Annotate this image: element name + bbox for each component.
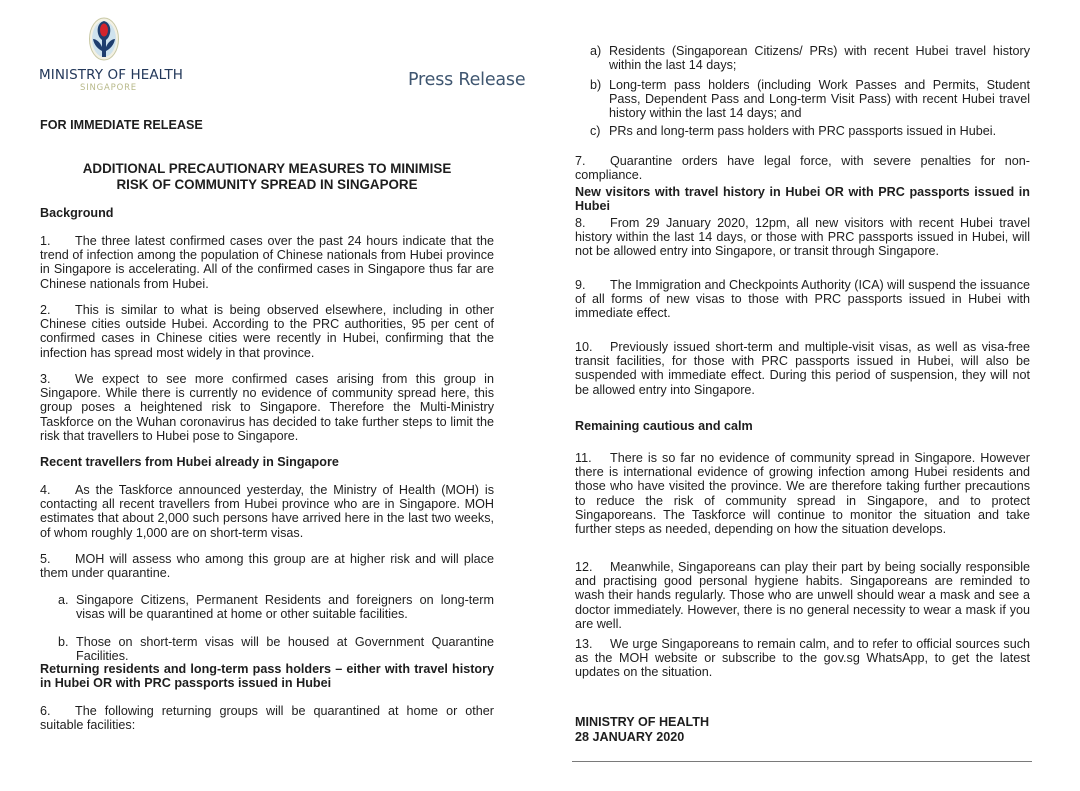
paragraph-5 (40, 552, 494, 580)
paragraph-number: 1. (40, 234, 51, 248)
paragraph-12 (575, 560, 1030, 631)
list-marker: b. (58, 635, 69, 649)
paragraph-3 (40, 372, 494, 443)
section-heading-new-visitors: New visitors with travel history in Hubei OR with PRC passports issued in Hubei (575, 185, 1030, 214)
title-line-1: ADDITIONAL PRECAUTIONARY MEASURES TO MINIMISE (82, 161, 452, 176)
press-release-label: Press Release (408, 70, 526, 90)
paragraph-text: As the Taskforce announced yesterday, the Ministry of Health (MOH) is contacting all recent travellers from Hubei province who are in Singapore. MOH estimates that about 2,000 such persons have arrived here in the last two weeks, of whom roughly 1,000 are on short-term visas. (40, 483, 494, 540)
paragraph-10 (575, 340, 1030, 397)
list-marker: a) (590, 44, 602, 58)
paragraph-number: 6. (40, 704, 51, 718)
list-item-text: Those on short-term visas will be housed at Government Quarantine Facilities. (76, 635, 494, 664)
paragraph-number: 4. (40, 483, 51, 497)
list-marker: c) (590, 124, 601, 138)
page-right (540, 0, 1080, 791)
paragraph-4 (40, 483, 494, 540)
paragraph-1 (40, 234, 494, 291)
release-line: FOR IMMEDIATE RELEASE (40, 118, 203, 132)
paragraph-text: Quarantine orders have legal force, with severe penalties for non-compliance. (575, 154, 1030, 183)
paragraph-6-item-c (590, 124, 1030, 138)
paragraph-5-item-b (58, 635, 494, 663)
paragraph-6-item-b (590, 78, 1030, 121)
paragraph-text: We urge Singaporeans to remain calm, and to refer to official sources such as the MOH website or subscribe to the gov.sg WhatsApp, to get the latest updates on the situation. (575, 637, 1030, 680)
paragraph-text: From 29 January 2020, 12pm, all new visitors with recent Hubei travel history within the last 14 days, or those with PRC passports issued in Hubei, will not be allowed entry into Singapore, or transit through Singapore. (575, 216, 1030, 259)
paragraph-8 (575, 216, 1030, 259)
paragraph-text: The three latest confirmed cases over the past 24 hours indicate that the trend of infection among the population of Chinese nationals from Hubei province in Singapore is accelerating. All of the confirmed cases in Singapore thus far are Chinese nationals from Hubei. (40, 234, 494, 291)
paragraph-13 (575, 637, 1030, 680)
signature-date: 28 JANUARY 2020 (575, 730, 685, 744)
org-name: MINISTRY OF HEALTH (39, 67, 184, 83)
paragraph-text: There is so far no evidence of community spread in Singapore. However there is international evidence of growing infection among Hubei residents and those who have visited the province. We are therefore taking further precautions to reduce the risk of community spread in Singapore, and to protect Singaporeans. The Taskforce will continue to monitor the situation and take further steps as needed, depending on how the situation develops. (575, 451, 1030, 537)
footer-rule (572, 761, 1032, 762)
paragraph-number: 10. (575, 340, 593, 354)
paragraph-number: 11. (575, 451, 592, 465)
list-item-text: Residents (Singaporean Citizens/ PRs) with recent Hubei travel history within the last 14 days; (609, 44, 1030, 73)
paragraph-5-item-a (58, 593, 494, 621)
paragraph-9 (575, 278, 1030, 321)
paragraph-6 (40, 704, 494, 732)
paragraph-text: MOH will assess who among this group are at higher risk and will place them under quarantine. (40, 552, 494, 581)
section-heading-recent-travellers: Recent travellers from Hubei already in Singapore (40, 455, 339, 469)
paragraph-number: 5. (40, 552, 51, 566)
paragraph-text: We expect to see more confirmed cases arising from this group in Singapore. While there is currently no evidence of community spread here, this group poses a heightened risk to Singapore. Therefore the Multi-Ministry Taskforce on the Wuhan coronavirus has decided to take further steps to limit the risk that travellers to Hubei pose to Singapore. (40, 372, 494, 443)
paragraph-number: 9. (575, 278, 586, 292)
document-title (40, 161, 494, 192)
paragraph-number: 8. (575, 216, 586, 230)
section-heading-remaining-calm: Remaining cautious and calm (575, 419, 753, 433)
paragraph-2 (40, 303, 494, 360)
list-marker: b) (590, 78, 602, 92)
signature-org: MINISTRY OF HEALTH (575, 715, 710, 729)
paragraph-6-item-a (590, 44, 1030, 72)
title-line-2: RISK OF COMMUNITY SPREAD IN SINGAPORE (116, 176, 418, 192)
section-heading-returning: Returning residents and long-term pass holders – either with travel history in Hubei OR with PRC passports issued in Hubei (40, 662, 494, 691)
list-marker: a. (58, 593, 69, 607)
org-subtitle: SINGAPORE (80, 83, 137, 93)
paragraph-text: The following returning groups will be quarantined at home or other suitable facilities: (40, 704, 494, 733)
moh-crest-icon (88, 17, 120, 61)
list-item-text: Long-term pass holders (including Work Passes and Permits, Student Pass, Dependent Pass and Long-term Visit Pass) with recent Hubei travel history within the last 14 days; and (609, 78, 1030, 121)
paragraph-7 (575, 154, 1030, 182)
paragraph-11 (575, 451, 1030, 536)
list-item-text: PRs and long-term pass holders with PRC passports issued in Hubei. (609, 124, 997, 138)
paragraph-number: 3. (40, 372, 51, 386)
paragraph-text: This is similar to what is being observed elsewhere, including in other Chinese cities outside Hubei. According to the PRC authorities, 95 per cent of confirmed cases in Chinese cities were recently in Hubei, confirming that the infection has spread most widely in that province. (40, 303, 494, 360)
paragraph-number: 7. (575, 154, 586, 168)
section-heading-background: Background (40, 206, 114, 220)
paragraph-text: Previously issued short-term and multiple-visit visas, as well as visa-free transit facilities, for those with PRC passports issued in Hubei, will also be suspended with immediate effect. During this period of suspension, they will not be allowed entry into Singapore. (575, 340, 1030, 397)
paragraph-number: 13. (575, 637, 593, 651)
paragraph-number: 12. (575, 560, 593, 574)
paragraph-text: The Immigration and Checkpoints Authority (ICA) will suspend the issuance of all forms of new visas to those with PRC passports issued in Hubei with immediate effect. (575, 278, 1030, 321)
paragraph-number: 2. (40, 303, 51, 317)
paragraph-text: Meanwhile, Singaporeans can play their part by being socially responsible and practising good personal hygiene habits. Singaporeans are reminded to wash their hands regularly. Those who are unwell should wear a mask and see a doctor immediately. However, there is no general necessity to wear a mask if you are well. (575, 560, 1030, 631)
list-item-text: Singapore Citizens, Permanent Residents and foreigners on long-term visas will be quarantined at home or other suitable facilities. (76, 593, 494, 622)
